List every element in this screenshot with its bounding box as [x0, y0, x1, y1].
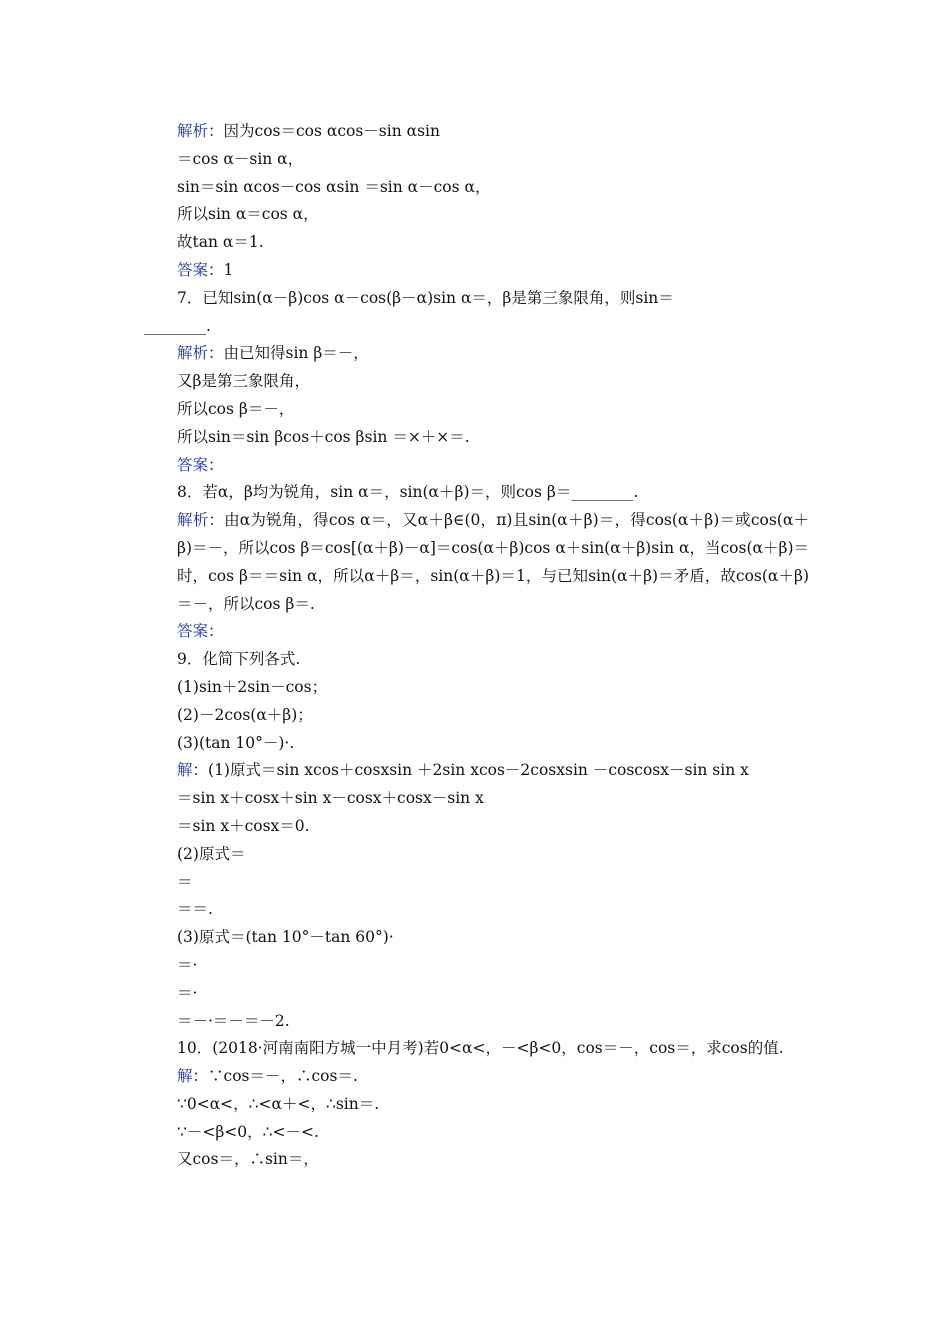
text-line	[144, 479, 809, 507]
line-text: 又cos＝，∴sin＝，	[177, 1150, 319, 1169]
line-text: 故tan α＝1.	[177, 233, 264, 252]
text-line	[144, 201, 809, 229]
line-text: 10．(2018·河南南阳方城一中月考)若0<α<，－<β<0，cos＝－，cos＝，求cos的值.	[177, 1039, 784, 1058]
line-text: ：因为cos＝cos αcos－sin αsin	[208, 122, 440, 140]
line-text: ＝sin x＋cosx＋sin x－cosx＋cosx－sin x	[177, 789, 484, 808]
text-line	[144, 1063, 809, 1091]
line-text: ：∵cos＝－，∴cos＝.	[192, 1067, 358, 1086]
text-line	[144, 340, 809, 368]
line-text: 所以cos β＝－，	[177, 399, 295, 418]
text-line	[144, 924, 809, 952]
line-text: ________.	[144, 316, 211, 335]
text-line	[144, 368, 809, 396]
text-line	[144, 1119, 809, 1147]
line-text: 所以sin α＝cos α，	[177, 205, 319, 224]
line-text: (2)原式＝	[177, 844, 246, 863]
solution-label: 解析	[177, 344, 209, 363]
text-line	[144, 452, 809, 480]
line-text: 所以sin＝sin βcos＋cos βsin ＝×＋×＝.	[177, 427, 470, 446]
text-line	[144, 1091, 809, 1119]
solution-label: 答案	[177, 260, 209, 279]
solution-label: 解析	[177, 122, 209, 140]
text-line	[144, 674, 809, 702]
line-text: sin＝sin αcos－cos αsin ＝sin α－cos α，	[177, 177, 491, 196]
text-line	[144, 869, 809, 897]
solution-label: 答案	[177, 455, 209, 474]
line-text: 9．化简下列各式.	[177, 650, 301, 669]
text-line	[144, 507, 809, 618]
solution-label: 答案	[177, 622, 209, 641]
text-line	[144, 146, 809, 174]
line-text: 7．已知sin(α－β)cos α－cos(β－α)sin α＝，β是第三象限角，则sin＝	[177, 288, 674, 307]
line-text: (3)原式＝(tan 10°－tan 60°)·	[177, 928, 394, 947]
line-text: ：	[208, 455, 224, 474]
text-line	[144, 896, 809, 924]
text-line	[144, 229, 809, 257]
text-line	[144, 313, 809, 341]
line-text: ：由α为锐角，得cos α＝，又α＋β∈(0，π)且sin(α＋β)＝，得cos(α＋β)＝或cos(α＋β)＝－，所以cos β＝cos[(α＋β)－α]＝cos(α＋β)cos α＋sin(α＋β)sin α，当cos(α＋β)＝时，cos β＝＝sin α，所以α＋β＝，sin(α＋β)＝1，与已知sin(α＋β)＝矛盾，故cos(α＋β)＝－，所以cos β＝.	[177, 511, 809, 613]
text-line	[144, 174, 809, 202]
line-text: ∵－<β<0，∴<－<.	[177, 1122, 319, 1141]
document-body	[144, 118, 809, 1174]
text-line	[144, 813, 809, 841]
text-line	[144, 646, 809, 674]
line-text: ＝cos α－sin α，	[177, 149, 304, 168]
line-text: (1)sin＋2sin－cos；	[177, 677, 328, 696]
text-line	[144, 785, 809, 813]
line-text: ：	[208, 622, 224, 641]
line-text: ＝·	[177, 983, 198, 1002]
line-text: ：1	[208, 260, 234, 279]
line-text: ＝＝.	[177, 900, 213, 919]
line-text: ＝sin x＋cosx＝0.	[177, 816, 310, 835]
text-line	[144, 980, 809, 1008]
line-text: ∵0<α<，∴<α＋<，∴sin＝.	[177, 1094, 380, 1113]
line-text: ＝	[177, 872, 193, 891]
text-line	[144, 618, 809, 646]
line-text: (3)(tan 10°－)·.	[177, 733, 295, 752]
solution-label: 解	[177, 1067, 193, 1086]
line-text: ：由已知得sin β＝－，	[208, 344, 369, 363]
text-line	[144, 757, 809, 785]
line-text: ＝－·＝－＝－2.	[177, 1011, 290, 1030]
text-line	[144, 118, 809, 146]
text-line	[144, 424, 809, 452]
text-line	[144, 396, 809, 424]
text-line	[144, 730, 809, 758]
line-text: 8．若α，β均为锐角，sin α＝，sin(α＋β)＝，则cos β＝________.	[177, 483, 639, 502]
text-line	[144, 1146, 809, 1174]
text-line	[144, 1035, 809, 1063]
solution-label: 解	[177, 761, 193, 780]
line-text: ＝·	[177, 955, 198, 974]
solution-label: 解析	[177, 511, 209, 530]
text-line	[144, 841, 809, 869]
line-text: 又β是第三象限角，	[177, 372, 310, 391]
text-line	[144, 257, 809, 285]
text-line	[144, 952, 809, 980]
text-line	[144, 1008, 809, 1036]
line-text: ：(1)原式＝sin xcos＋cosxsin ＋2sin xcos－2cosxsin －coscosx－sin sin x	[192, 761, 749, 780]
line-text: (2)－2cos(α＋β)；	[177, 705, 313, 724]
text-line	[144, 702, 809, 730]
text-line	[144, 285, 809, 313]
